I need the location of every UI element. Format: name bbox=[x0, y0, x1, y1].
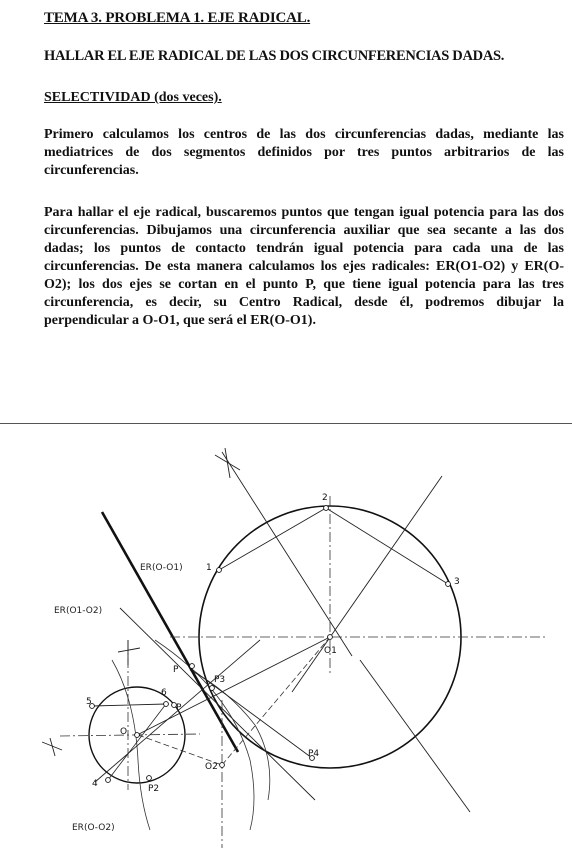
label-point-3: 3 bbox=[454, 577, 460, 587]
label-point-5: 5 bbox=[86, 697, 92, 707]
paragraph-centers: Primero calculamos los centros de las dos circunferencias dadas, mediante las mediatrices de dos segmentos definidos por tres puntos arbitrarios de las circunferencias. bbox=[44, 127, 564, 178]
paragraph-radical-axis: Para hallar el eje radical, buscaremos puntos que tengan igual potencia para las dos circunferencias. Dibujamos una circunferencia auxiliar que sea secante a las dos dadas; los puntos de contacto tendrán igual potencia para cada una de las circunferencias. De esta manera calculamos los ejes radicales: ER(O1-O2) y ER(O-O2); los dos ejes se cortan en el punto P, que tiene igual potencia para las tres circunferencia, es decir, su Centro Radical, desde él, podremos dibujar la perpendicular a O-O1, que será el ER(O-O1). bbox=[44, 205, 564, 328]
points bbox=[90, 506, 451, 783]
bisector-1-2 bbox=[222, 452, 352, 656]
label-p2: P2 bbox=[148, 784, 160, 794]
label-point-4: 4 bbox=[92, 779, 98, 789]
label-point-6: 6 bbox=[161, 688, 167, 698]
point-p3 bbox=[210, 686, 215, 691]
label-p-small: P bbox=[176, 703, 182, 713]
construction-diagram bbox=[0, 424, 572, 850]
problem-statement: HALLAR EL EJE RADICAL DE LAS DOS CIRCUNFERENCIAS DADAS. bbox=[44, 48, 505, 64]
label-p: P bbox=[173, 665, 179, 675]
label-p3: P3 bbox=[214, 675, 226, 685]
label-point-2: 2 bbox=[322, 493, 328, 503]
label-point-1: 1 bbox=[206, 563, 212, 573]
label-o1: O1 bbox=[324, 646, 337, 656]
auxiliary-arc-2 bbox=[112, 660, 150, 830]
line-p-p4 bbox=[190, 668, 312, 758]
cross-mark-small-2 bbox=[118, 648, 140, 652]
page-title bbox=[44, 10, 310, 27]
point-o bbox=[135, 733, 140, 738]
auxiliary-arc-1 bbox=[155, 640, 254, 830]
point-1 bbox=[217, 568, 222, 573]
label-er-o1-o2: ER(O1-O2) bbox=[54, 606, 103, 616]
line-o2-o1 bbox=[222, 637, 330, 765]
section-heading: SELECTIVIDAD (dos veces). bbox=[44, 90, 222, 105]
point-o2 bbox=[220, 763, 225, 768]
line-o-o2 bbox=[138, 735, 222, 765]
chord-5-6 bbox=[92, 704, 166, 706]
point-4 bbox=[106, 778, 111, 783]
point-o1 bbox=[328, 635, 333, 640]
point-p bbox=[190, 664, 195, 669]
radical-axis-o-o1 bbox=[102, 512, 238, 752]
chord-1-2 bbox=[219, 508, 326, 570]
label-o: O bbox=[120, 727, 128, 737]
point-p2 bbox=[147, 776, 152, 781]
label-p4: P4 bbox=[308, 749, 320, 759]
bisector-2-3 bbox=[292, 476, 442, 692]
label-er-o-o1: ER(O-O1) bbox=[140, 563, 183, 573]
label-o2: O2 bbox=[205, 762, 218, 772]
point-3 bbox=[446, 582, 451, 587]
centre-line-o bbox=[60, 734, 200, 736]
page-title-text: TEMA 3. PROBLEMA 1. EJE RADICAL. bbox=[44, 10, 311, 26]
point-2 bbox=[324, 506, 329, 511]
point-6 bbox=[164, 702, 169, 707]
label-er-o-o2: ER(O-O2) bbox=[72, 823, 115, 833]
